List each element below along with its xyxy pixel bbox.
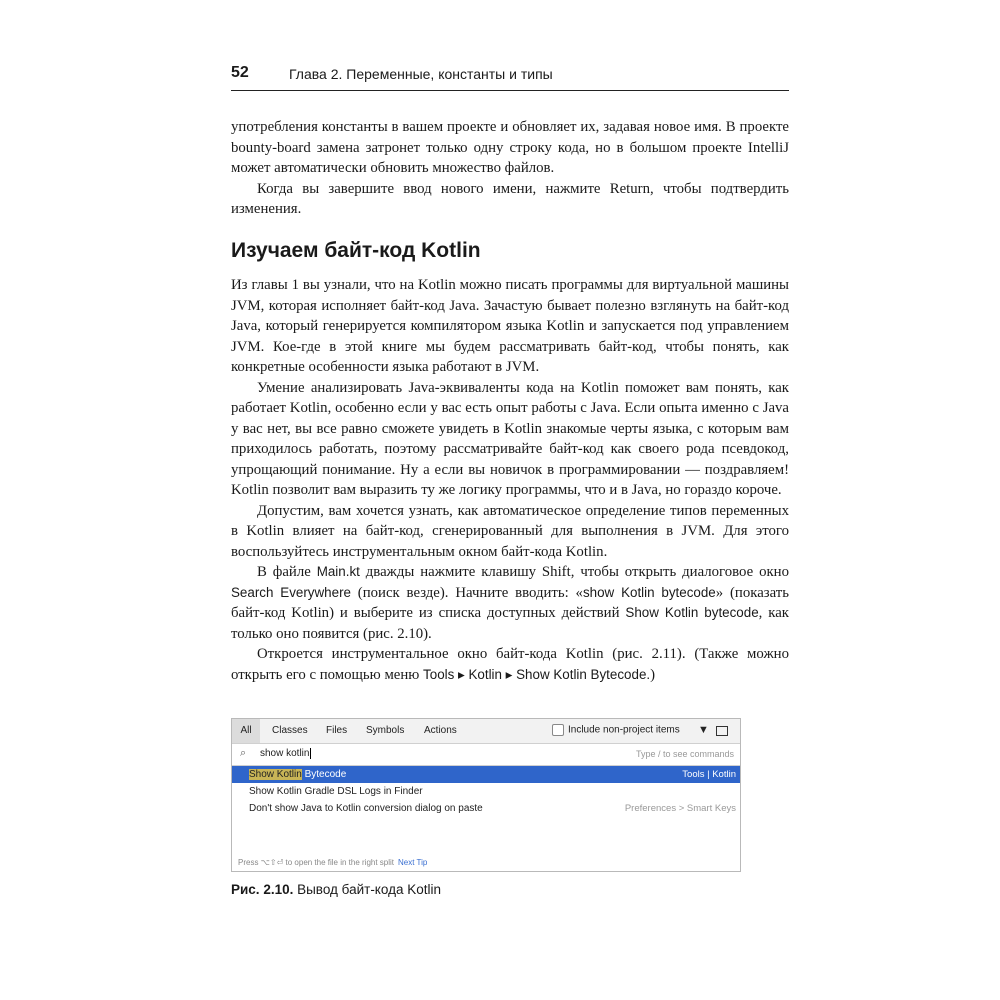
figure-caption — [231, 882, 441, 897]
page-header — [231, 64, 789, 91]
intro-text — [231, 117, 789, 220]
tab-symbols[interactable]: Symbols — [366, 725, 405, 736]
dialog-name: Search Everywhere — [231, 584, 351, 600]
search-query-text: show Kotlin bytecode — [582, 584, 716, 600]
checkbox-box[interactable] — [552, 724, 564, 736]
paragraph: Откроется инструментальное окно байт-кода Kotlin (рис. 2.11). (Также можно открыть его с помощью меню Tools ▸ Kotlin ▸ Show Kotlin Bytecode.) — [231, 646, 789, 683]
section-title: Изучаем байт-код Kotlin — [231, 239, 481, 262]
result-item[interactable]: Show Kotlin Bytecode Tools | Kotlin — [232, 766, 740, 783]
paragraph: Из главы 1 вы узнали, что на Kotlin можно писать программы для виртуальной машины JVM, которая исполняет байт-код Java. Зачастую бывает полезно взглянуть на байт-код Java, который генерируется компилятором языка Kotlin и запускается под управлением JVM. Кое-где в этой книге мы будем рассматривать байт-код, чтобы понять, как конкретные особенности языка работают в JVM. — [231, 277, 789, 375]
paragraph: Когда вы завершите ввод нового имени, нажмите Return, чтобы подтвердить изменения. — [231, 180, 789, 217]
action-name: Show Kotlin bytecode — [625, 605, 759, 620]
checkbox-label: Include non-project items — [568, 724, 680, 736]
tab-files[interactable]: Files — [326, 725, 348, 736]
search-row[interactable] — [232, 744, 740, 766]
paragraph: Допустим, вам хочется узнать, как автоматическое определение типов переменных в Kotlin влияет на байт-код, сгенерированный для выполнения в JVM. Для этого воспользуйтесь инструментальным окном байт-кода Kotlin. — [231, 502, 789, 560]
result-item[interactable]: Don't show Java to Kotlin conversion dialog on paste Preferences > Smart Keys — [232, 800, 740, 817]
section-text — [231, 275, 789, 685]
text-cursor — [310, 748, 311, 759]
page-number: 52 — [231, 64, 249, 81]
result-location: Preferences > Smart Keys — [624, 803, 736, 814]
paragraph: употребления константы в вашем проекте и обновляет их, задавая новое имя. В проекте bounty-board замена затронет только одну строку кода, но в большом проекте IntelliJ может автоматически обновить множество файлов. — [231, 119, 789, 176]
paragraph: Умение анализировать Java-эквиваленты кода на Kotlin поможет вам понять, как работает Kotlin, особенно если у вас есть опыт работы с Java. Если опыта именно с Java у вас нет, вы все равно сможете увидеть в Kotlin знакомые черты языка, с которым вам приходилось работать, поэтому рассматривайте байт-код как своего рода псевдокод, упрощающий понимание. Ну а если вы новичок в программировании — поздравляем! Kotlin позволит вам выразить ту же логику программы, что и в Java, но гораздо короче. — [231, 379, 789, 498]
search-input[interactable]: show kotlin — [260, 748, 310, 760]
filter-icon[interactable]: ▼ — [698, 724, 709, 736]
tab-actions[interactable]: Actions — [424, 725, 457, 736]
result-item[interactable]: Show Kotlin Gradle DSL Logs in Finder — [249, 786, 423, 797]
menu-path: Tools ▸ Kotlin ▸ Show Kotlin Bytecode. — [423, 666, 651, 682]
search-everywhere-dialog — [231, 718, 741, 872]
paragraph: В файле Main.kt дважды нажмите клавишу Shift, чтобы открыть диалоговое окно Search Everywhere (поиск везде). Начните вводить: «show Kotlin bytecode» (показать байт-код Kotlin) и выберите из списка доступных действий Show Kotlin bytecode, как только оно появится (рис. 2.10). — [231, 564, 790, 642]
caption-label: Рис. 2.10. — [231, 882, 294, 897]
tab-classes[interactable]: Classes — [272, 725, 308, 736]
next-tip-link[interactable]: Next Tip — [398, 858, 428, 867]
preview-icon[interactable] — [716, 726, 728, 736]
include-non-project-checkbox[interactable] — [552, 724, 680, 736]
footer-tip: Press ⌥⇧⏎ to open the file in the right split Next Tip — [238, 858, 428, 867]
caption-text: Вывод байт-кода Kotlin — [293, 882, 441, 897]
tab-bar — [232, 719, 740, 744]
tab-all[interactable]: All — [232, 719, 260, 743]
match-highlight: Show Kotlin — [249, 769, 302, 780]
search-hint: Type / to see commands — [635, 749, 734, 759]
file-name: Main.kt — [316, 564, 360, 579]
result-location: Tools | Kotlin — [682, 769, 736, 780]
running-head: Глава 2. Переменные, константы и типы — [289, 66, 553, 82]
search-icon: ⌕ — [240, 747, 247, 759]
